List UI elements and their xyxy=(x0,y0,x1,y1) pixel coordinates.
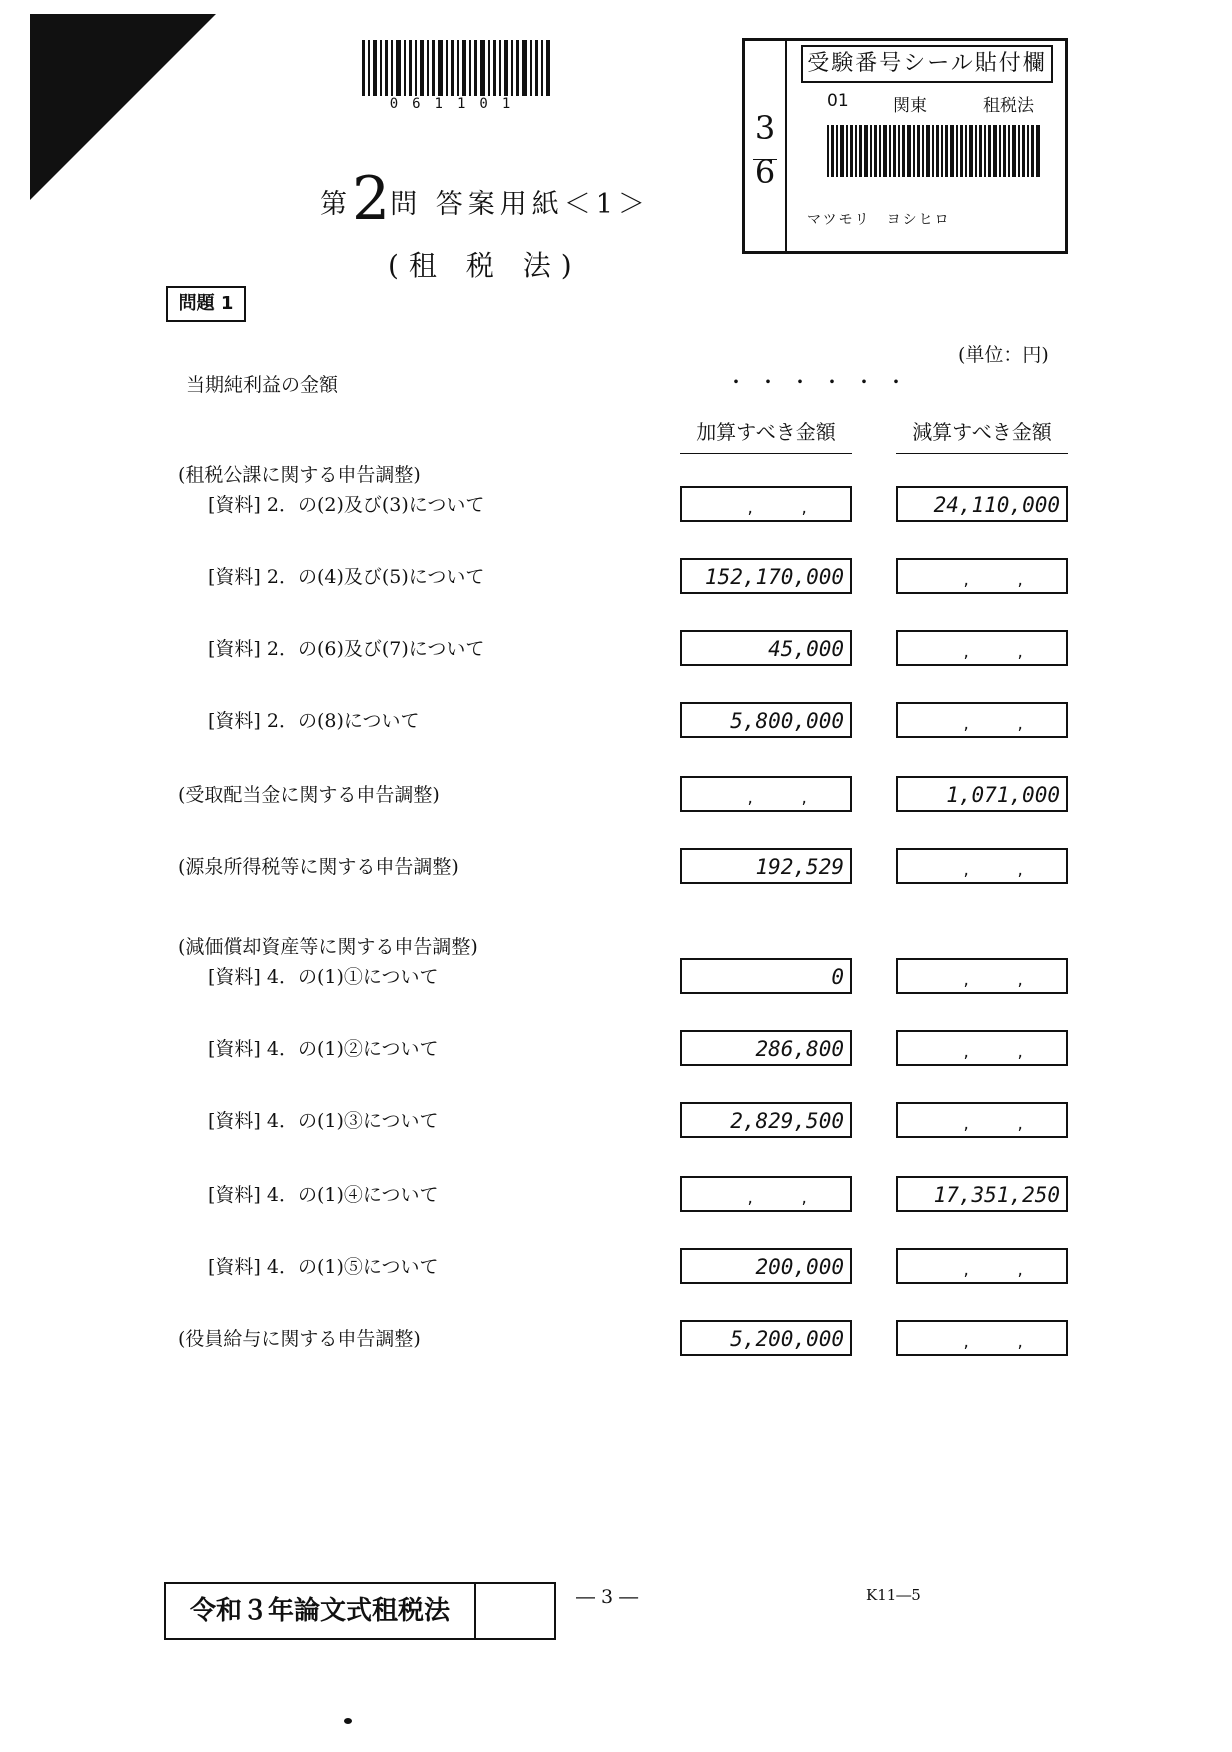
thousands-separator-marks xyxy=(898,1322,1066,1354)
add-amount-field[interactable] xyxy=(680,486,852,522)
thousands-separator-marks xyxy=(898,1032,1066,1064)
column-header-add: 加算すべき金額 xyxy=(680,416,852,454)
fraction-numerator: 3 xyxy=(754,109,776,147)
thousands-separator-marks xyxy=(898,704,1066,736)
section-heading-depreciation: (減価償却資産等に関する申告調整) xyxy=(178,936,478,958)
title-prefix: 第 xyxy=(320,189,352,220)
subtract-amount-field[interactable] xyxy=(896,1030,1068,1066)
subtract-amount-field[interactable] xyxy=(896,1248,1068,1284)
title-number: 2 xyxy=(352,164,391,234)
examinee-name-kana: マツモリ ヨシヒロ xyxy=(807,212,951,228)
add-amount-field[interactable] xyxy=(680,1102,852,1138)
separator-mark: , xyxy=(962,1045,971,1061)
separator-mark: , xyxy=(962,973,971,989)
thousands-separator-marks xyxy=(898,850,1066,882)
add-amount-field[interactable] xyxy=(680,958,852,994)
separator-mark: , xyxy=(962,645,971,661)
region-code: 01 xyxy=(827,91,849,111)
row-label: [資料] 2．の(4)及び(5)について xyxy=(208,566,485,588)
separator-mark: , xyxy=(1016,1117,1025,1133)
separator-mark: , xyxy=(962,1335,971,1351)
amount-value: 45,000 xyxy=(768,637,844,661)
separator-mark: , xyxy=(962,863,971,879)
add-amount-field[interactable] xyxy=(680,1030,852,1066)
separator-mark: , xyxy=(746,1191,755,1207)
footer-title: 令和３年論文式租税法 xyxy=(166,1584,476,1638)
thousands-separator-marks xyxy=(898,1104,1066,1136)
add-amount-field[interactable] xyxy=(680,848,852,884)
add-amount-field[interactable] xyxy=(680,1176,852,1212)
separator-mark: , xyxy=(962,717,971,733)
subtract-amount-field[interactable] xyxy=(896,702,1068,738)
subtract-amount-field[interactable] xyxy=(896,848,1068,884)
subtract-amount-field[interactable] xyxy=(896,486,1068,522)
separator-mark: , xyxy=(962,1263,971,1279)
sticker-title: 受験番号シール貼付欄 xyxy=(801,45,1053,83)
amount-value: 2,829,500 xyxy=(730,1109,844,1133)
net-income-label: 当期純利益の金額 xyxy=(186,374,339,396)
row-label: [資料] 4．の(1)①について xyxy=(208,966,439,988)
row-label: [資料] 2．の(6)及び(7)について xyxy=(208,638,485,660)
separator-mark: , xyxy=(800,791,809,807)
subtract-amount-field[interactable] xyxy=(896,558,1068,594)
row-label: [資料] 2．の(8)について xyxy=(208,710,420,732)
add-amount-field[interactable] xyxy=(680,776,852,812)
page-number: ― 3 ― xyxy=(576,1586,639,1608)
row-label: (役員給与に関する申告調整) xyxy=(178,1328,421,1350)
amount-value: 0 xyxy=(831,965,844,989)
subtract-amount-field[interactable] xyxy=(896,1102,1068,1138)
subtract-amount-field[interactable] xyxy=(896,958,1068,994)
thousands-separator-marks xyxy=(682,778,850,810)
add-amount-field[interactable] xyxy=(680,1248,852,1284)
subject-name: 租税法 xyxy=(983,96,1034,116)
row-label: (源泉所得税等に関する申告調整) xyxy=(178,856,459,878)
amount-value: 286,800 xyxy=(755,1037,844,1061)
row-label: [資料] 4．の(1)④について xyxy=(208,1184,439,1206)
subtract-amount-field[interactable] xyxy=(896,776,1068,812)
net-income-dots: ・・・・・・ xyxy=(726,370,918,394)
row-label: [資料] 4．の(1)②について xyxy=(208,1038,439,1060)
fraction-denominator: 6 xyxy=(754,153,776,191)
column-header-subtract: 減算すべき金額 xyxy=(896,416,1068,454)
separator-mark: , xyxy=(800,1191,809,1207)
page-title xyxy=(320,164,650,234)
separator-mark: , xyxy=(1016,973,1025,989)
amount-value: 5,200,000 xyxy=(730,1327,844,1351)
document-code: K11―5 xyxy=(866,1586,921,1604)
separator-mark: , xyxy=(962,1117,971,1133)
separator-mark: , xyxy=(1016,717,1025,733)
separator-mark: , xyxy=(1016,645,1025,661)
row-label: [資料] 2．の(2)及び(3)について xyxy=(208,494,485,516)
amount-value: 1,071,000 xyxy=(946,783,1060,807)
barcode-top xyxy=(362,40,552,96)
subtract-amount-field[interactable] xyxy=(896,630,1068,666)
subtract-amount-field[interactable] xyxy=(896,1320,1068,1356)
row-label: [資料] 4．の(1)⑤について xyxy=(208,1256,439,1278)
add-amount-field[interactable] xyxy=(680,702,852,738)
separator-mark: , xyxy=(746,501,755,517)
amount-value: 200,000 xyxy=(755,1255,844,1279)
corner-mark xyxy=(30,14,216,200)
thousands-separator-marks xyxy=(898,560,1066,592)
subtract-amount-field[interactable] xyxy=(896,1176,1068,1212)
footer-box xyxy=(164,1582,556,1640)
amount-value: 192,529 xyxy=(755,855,844,879)
question-label: 問題 1 xyxy=(166,286,246,322)
sticker-barcode xyxy=(827,125,1041,177)
amount-value: 5,800,000 xyxy=(730,709,844,733)
separator-mark: , xyxy=(1016,863,1025,879)
separator-mark: , xyxy=(800,501,809,517)
stray-dot xyxy=(344,1718,352,1724)
amount-value: 17,351,250 xyxy=(933,1183,1060,1207)
add-amount-field[interactable] xyxy=(680,630,852,666)
thousands-separator-marks xyxy=(898,960,1066,992)
region-name: 関東 xyxy=(893,96,927,116)
section-heading-tax-dues: (租税公課に関する申告調整) xyxy=(178,464,421,486)
thousands-separator-marks xyxy=(898,632,1066,664)
amount-value: 152,170,000 xyxy=(704,565,844,589)
row-label: (受取配当金に関する申告調整) xyxy=(178,784,440,806)
row-label: [資料] 4．の(1)③について xyxy=(208,1110,439,1132)
separator-mark: , xyxy=(1016,1045,1025,1061)
amount-value: 24,110,000 xyxy=(933,493,1060,517)
sticker-fraction xyxy=(745,41,787,251)
separator-mark: , xyxy=(1016,1335,1025,1351)
exam-number-sticker xyxy=(742,38,1068,254)
add-amount-field[interactable] xyxy=(680,558,852,594)
thousands-separator-marks xyxy=(682,488,850,520)
separator-mark: , xyxy=(962,573,971,589)
separator-mark: , xyxy=(1016,573,1025,589)
separator-mark: , xyxy=(746,791,755,807)
add-amount-field[interactable] xyxy=(680,1320,852,1356)
barcode-number: 061101 xyxy=(389,96,525,112)
thousands-separator-marks xyxy=(682,1178,850,1210)
title-suffix: 問 答案用紙＜1＞ xyxy=(390,189,650,220)
page-subtitle: (租 税 法) xyxy=(388,249,582,282)
unit-label: (単位：円) xyxy=(958,344,1049,366)
separator-mark: , xyxy=(1016,1263,1025,1279)
thousands-separator-marks xyxy=(898,1250,1066,1282)
